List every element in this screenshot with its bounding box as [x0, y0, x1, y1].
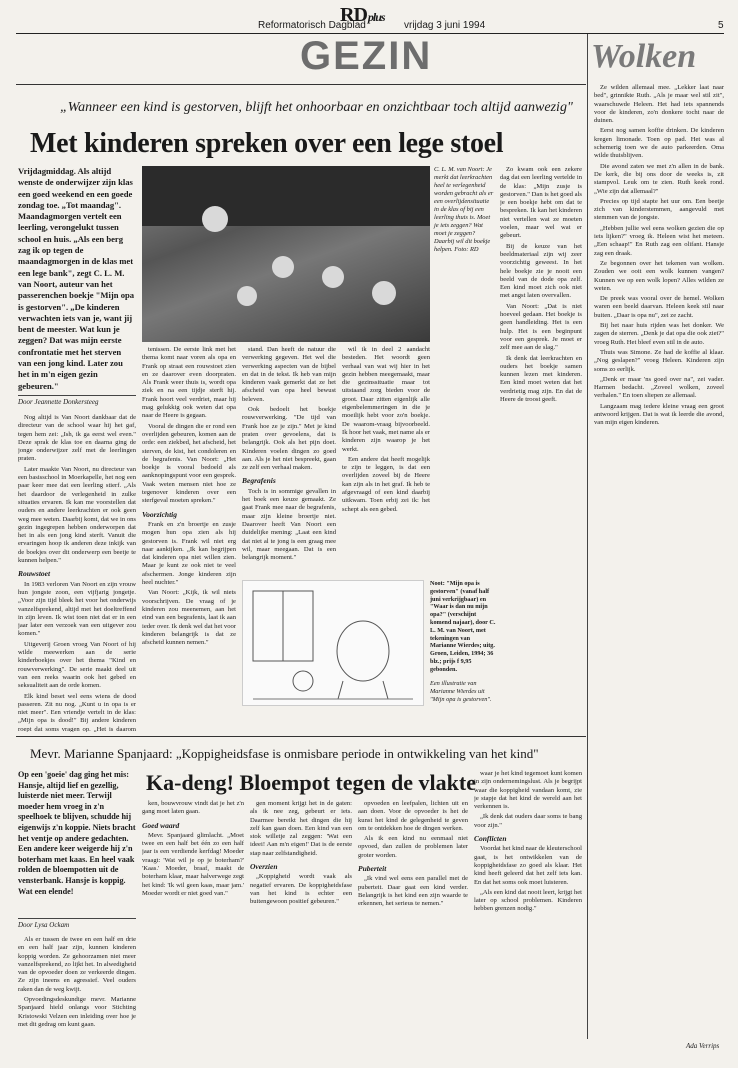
paragraph: Toch is in sommige gevallen in het boek een keuze gemaakt. Ze gaat Frank mee naar de begrafenis, maar zijn kleine broertje niet. Daarover heeft Van Noort een duidelijke mening: „Laat een kind dat niet al te jong is een graag mee wil, maar meegaan. Dat is een belangrijk moment." — [242, 487, 336, 562]
column-divider — [587, 34, 588, 1039]
classroom-photo — [142, 166, 430, 342]
child-figure — [372, 281, 396, 305]
article1-byline: Door Jeannette Donkersteeg — [18, 395, 136, 406]
paragraph: opvoeden en leefpalen, lichten uit en aan doen. Voor de opvoeder is het de kunst het kind de gelegenheid te geven om te ontdekken hoe de dingen werken. — [358, 800, 468, 832]
paragraph: Als ik een kind nu eenmaal niet opvoed, dan zullen de problemen later groter worden. — [358, 835, 468, 859]
article1-column-2 — [142, 346, 236, 732]
paragraph: „Ik denk dat ouders daar soms te bang voor zijn." — [474, 813, 582, 829]
paragraph: stand. Dan heeft de natuur die verwerking gegeven. Het wel die verwerking aspecten van de bijbel en dat in de tekst. Ik heb van mijn kinderen vaak gemerkt dat ze het afscheid van opa heel bewust beleven. — [242, 346, 336, 403]
subheading: Voorzichtig — [142, 509, 178, 519]
article-separator — [16, 736, 586, 737]
article1-quote: „Wanneer een kind is gestorven, blijft het onhoorbaar en onzichtbaar toch altijd aanwezig" — [60, 100, 573, 115]
paragraph: Nog altijd is Van Noort dankbaar dat de directeur van de school waar hij het gaf, tegen hem zei: „Ish, ik ga eerst wel even." Deze sprak de klas toe en daarna ging de jonge onderwijzer zelf met de leerlingen praten. — [18, 414, 136, 463]
paragraph: „Denk er maar 'ns goed over na", zei vader. Harmen bedacht. „Zoveel wolken, zoveel verhalen." En toen sliepen ze allemaal. — [594, 375, 724, 400]
wolken-column — [594, 84, 724, 1038]
column-title: Wolken — [591, 38, 697, 75]
paragraph: Precies op tijd stapte het uur om. Een beetje zich van kinderstemmen, aangevuld met stemmen van de jongste. — [594, 197, 724, 222]
article2-headline: Ka-deng! Bloempot tegen de vlakte — [146, 770, 476, 795]
article1-column-1 — [18, 414, 136, 732]
illustration-caption: Een illustratie van Marianne Wierdes uit "Mijn opa is gestorven". — [430, 680, 492, 703]
article1-column-5 — [500, 166, 582, 596]
paragraph: waar je het kind tegemoet kunt komen in zijn ondernemingslust. Als je begrijpt waar die koppigheid vandaan komt, zie je stapje dat het kind de wereld aan het verkennen is. — [474, 770, 582, 811]
paragraph: Ik denk dat leerkrachten en ouders het boekje samen kunnen lezen met kinderen. Een kind moet weten dat het verdrietig mag zijn. En dat de Heere de troost geeft. — [500, 354, 582, 404]
child-figure — [272, 256, 294, 278]
paragraph: Van Noort: „Dat is niet hoeveel gedaan. Het boekje is geen handleiding. Het is een hulp. Het is een beginpunt voor een gesprek. Je moet er zelf mee aan de slag." — [500, 302, 582, 352]
article2-quote: Mevr. Marianne Spanjaard: „Koppigheidsfase is onmisbare periode in ontwikkeling van het kind" — [30, 746, 539, 761]
article2-column-4 — [358, 800, 468, 1036]
paragraph: Voordat het kind naar de kleuterschool gaat, is het ontwikkelen van de koppigheidsfase zo goed als klaar. Het kind heeft geleerd dat het zelf iets kan. En dat het soms ook moet luisteren. — [474, 845, 582, 886]
teacher-figure — [202, 206, 228, 232]
publication-date: vrijdag 3 juni 1994 — [404, 20, 486, 31]
page-number: 5 — [718, 20, 724, 31]
paragraph: Die avond zaten we met z'n allen in de bank. De kerk, die bij ons door de weeks is, zit stampvol. Leuk om te zien. Ruth keek rond. „Wie zijn dat allemaal?" — [594, 162, 724, 195]
illustration-drawing — [243, 581, 423, 705]
illustration — [242, 580, 424, 706]
paragraph: gen moment krijgt het in de gaten: als ik nee zeg, gebeurt er iets. Daarmee bereikt het dingen die hij zelf kan gaan doen. Een kind van een stok willetje zal zeggen: 'Wat een ideei! Aan m'n eigen!' Dat is de eerste stap naar zelfstandigheid. — [250, 800, 352, 857]
paragraph: Opvoedingsdeskundige mevr. Marianne Spanjaard hield onlangs voor Stichting Kristowski Velzen een inleiding over hoe je met dit gedrag om kunt gaan. — [18, 996, 136, 1028]
paragraph: wil ik in deel 2 aandacht besteden. Het woordt geen verhaal van wat wij hier in het gezin hebben meegemaakt, maar die gezinssituatie maar tot uitstaand zorg bieden voor de groot. Daar zitten eigenlijk alle eigenbelemmeringen in die je moeilijk hebt voor zo'n boekje. De waarom-vraag bijvoorbeeld. Ik hoor het vaak, met name als er kinderen zijn waarop je het werkt. — [342, 346, 430, 453]
paragraph: „Ik vind wel eens een parallel met de puberteit. Daar gaat een kind verder. Belangrijk is het kind een zijn waarde te erkennen, het serieus te nemen." — [358, 875, 468, 908]
paragraph: Bij het naar huis rijden was het donker. We zagen de sterren. „Denk je dat opa die ook ziet?" vroeg Ruth. Het bleef even stil in de auto. — [594, 322, 724, 346]
paragraph: Langzaam mag iedere kleine vraag een groot antwoord krijgen. Dat is wat ik leerde die avond, van mijn eigen kinderen. — [594, 402, 724, 427]
paragraph: „Als een kind dat nooit leert, krijgt het later op school problemen. Kinderen hebben grenzen nodig." — [474, 888, 582, 913]
paragraph: Van Noort: „Kijk, ik wil niets voorschrijven. De vraag of je kinderen zou meenemen, aan het eind van een begrafenis, laat ik aan ieder over. Ik denk wel dat het voor kinderen belangrijk is dat ze afscheid kunnen nemen." — [142, 589, 236, 647]
paragraph: „Koppigheid wordt vaak als negatief ervaren. De koppigheidsfase van het kind is echter een buitengewoon positief gebeuren." — [250, 873, 352, 906]
article2-byline: Door Lysa Ockam — [18, 918, 136, 929]
paragraph: In 1983 verloren Van Noort en zijn vrouw hun jongste zoon, een vijfjarig jongetje. „Voor zijn tijd bleek het voor het onderwijs vanzelfsprekend, altijd met het doeltreffend in zijn leven. Ik wist toen niet dat er in een jaar later een verzoek van een uitgever zou komen." — [18, 580, 136, 638]
paragraph: ken, bouwvrouw vindt dat je het z'n gang moet laten gaan. — [142, 800, 244, 816]
subheading: Conflicten — [474, 834, 507, 844]
article2-intro: Op een 'goeie' dag ging het mis: Hansje, altijd lief en gezellig, luisterde niet meer. Terwijl moeder hem vroeg in z'n speelhoek te blijven, schudde hij eigenwijs z'n koppie. Niets bracht het ventje op andere gedachten. Een andere keer weigerde hij z'n boterham met kaas. En heel vaak rolden de bloempotten uit de vensterbank. Hansje is koppig. Wat een elende! — [18, 770, 136, 896]
book-note: Noot: "Mijn opa is gestorven" (vanaf half juni verkrijgbaar) en "Waar is dan nu mijn opa?" (verschijnt komend najaar), door C. L. M. van Noort, met tekeningen van Marianne Wierdes; uitg. Groen, Leiden, 1994; 36 blz.; prijs f 9,95 gebonden. — [430, 580, 496, 673]
subheading: Goed waard — [142, 820, 180, 830]
subheading: Puberteit — [358, 864, 387, 874]
paragraph: Ze begonnen over het tekenen van wolken. Zouden we ooit een wolk kunnen vangen? Kunnen we op een wolk lopen? Alles wilden ze weten. — [594, 259, 724, 292]
subheading: Begrafenis — [242, 476, 276, 486]
paragraph: Frank en z'n broertje en zusje mogen hun opa zien als hij gestorven is. Frank wil niet erg naar aankijken. „Ik kan begrijpen dat kinderen opa niet willen zien. Maar je kunt ze ook niet te veel afschermen. Jonge kinderen zijn heel nuchter." — [142, 520, 236, 587]
paragraph: Eerst nog samen koffie drinken. De kinderen kregen limonade. Toen op pad. Het was al schemerig toen we de auto parkeerden. Oma wilde thuisblijven. — [594, 127, 724, 160]
paragraph: Zo kwam ook een zekere dag dat een leerling vertelde in de klas: „Mijn zusje is gestorven." Dan is het goed als je een boekje hebt om dat te bespreken. Ik kan het kinderen niet vertellen wat ze moeten voelen, maar wel wat er gebeurt. — [500, 166, 582, 240]
subheading: Overzien — [250, 862, 278, 872]
section-rule — [16, 84, 586, 85]
child-figure — [322, 266, 344, 288]
article2-column-2 — [142, 800, 244, 1036]
paragraph: Bij de keuze van het beeldmateriaal zijn wij zeer voorzichtig geweest. In het hele boekje zie je nooit een beeld van de dode opa zelf. Een kind moet zich ook niet met angst laten overvallen. — [500, 242, 582, 300]
child-figure — [237, 286, 257, 306]
paragraph: Uitgeverij Groen vroeg Van Noort of hij wilde meewerken aan de serie kinderboekjes over het thema "Kind en rouwverwerking". De serie maakt deel uit van een reeks waarin ook het gebed en seksualiteit aan de orde komen. — [18, 640, 136, 690]
section-title: GEZIN — [300, 34, 433, 78]
article2-column-1 — [18, 936, 136, 1036]
article1-column-4 — [342, 346, 430, 576]
article2-column-5 — [474, 770, 582, 1036]
photo-caption: C. L. M. van Noort: Je merkt dat leerkrachten heel te verlegenheid worden gebracht als er een overlijdensituatie in de klas of bij een leerling thuis is. Moet je iets zeggen? Wat moet je zeggen? Daarbij wil dit boekje helpen. Foto: RD — [434, 166, 494, 253]
column-signature: Ada Verrips — [686, 1042, 720, 1050]
paragraph: Thuis was Simone. Ze had de koffie al klaar. „Nog geslapen?" vroeg Heleen. Kinderen zijn soms zo eerlijk. — [594, 348, 724, 373]
paragraph: Later maakte Van Noort, nu directeur van een basisschool in Moerkapelle, het nog een paar keer mee dat een leerling stierf. „Als het daardoor de verlegenheid in zulke situaties ervaren. Ik kan me voorstellen dat ouders en andere leerkrachten er ook geen weg mee weten. Daarbij komt, dat we in ons gezin ingegrepen hebben onderworpen dat het in als een jong kind sterft. Vanuit die ervaringen hoop ik anderen deze inkijk van de boekjes over dit onderwerp een beetje te kunnen helpen." — [18, 465, 136, 565]
paragraph: Als er tussen de twee en een half en drie en een half jaar zijn, kunnen kinderen koppig worden. Ze gehoorzamen niet meer vanzelfsprekend, zo lijkt het. In alwedigheid van de opvoeder doen ze verkeerde dingen. Ze zijn ineens en agressief. Veel ouders raken dan de weg kwijt. — [18, 936, 136, 993]
chalkboard-shape — [142, 166, 430, 226]
paragraph: Vooral de dingen die er rond een overlijden gebeuren, komen aan de orde: een ziekbed, het afscheid, het sterven, de kist, het condoleren en de begrafenis. Van Noort: „Het boekje is vooral bedoeld als aanknopingspunt voor een gesprek. Vaak weten mensen niet hoe ze tegenover kinderen over een sterfgeval moeten spreken." — [142, 422, 236, 505]
article1-headline: Met kinderen spreken over een lege stoel — [30, 128, 504, 159]
paragraph: Ook bedoelt het boekje rouwverwerking. "De tijd van Frank hoe ze je zijn." Met je kind praten over gevoelens, dat is belangrijk. Ook als het pijn doet. Kinderen voelen dingen zo goed aan. Als je het niet bespreekt, gaan ze zelf een verhaal maken. — [242, 406, 336, 472]
paragraph: Mevr. Spanjaard glimlacht. „Moet twee en een half bet één zo een half jaar is een verdiende kerfdag! Moeder vraagt: 'Wat wil je op je boterham?' 'Kaas.' Moeder, braaf, maakt de boterham klaar, maar halverwege zegt het kind: 'Ik wil geen kaas, maar jam.' Moeder wordt er niet goed van." — [142, 831, 244, 897]
paragraph: „Hebben jullie wel eens wolken gezien die op iets lijken?" vroeg ik. Heleen wist het meteen. „Een schaap!" En Ruth zag een olifant. Hansje zag een draak. — [594, 224, 724, 257]
paragraph: tenissen. De eerste link met het thema komt naar voren als opa en Frank op straat een rouwstoet zien en ze daarover even doorpraten. Als Frank weer thuis is, wordt opa ziek en na een tijdje sterft hij. Frank hoort veel verdriet, maar hij mag gelukkig ook weten dat opa naar de Heere is gegaan. — [142, 346, 236, 420]
article1-column-3 — [242, 346, 336, 576]
article2-column-3 — [250, 800, 352, 1036]
paragraph: Ze wilden allemaal mee. „Lekker laat naar bed", grinnikte Ruth. „Als je maar wel stil zit", waarschuwde Heleen. Het had iets spannends voor de kinderen, zo'n donkere tocht naar de duinen. — [594, 84, 724, 125]
article1-intro: Vrijdagmiddag. Als altijd wenste de onderwijzer zijn klas een goed weekend en een goede zondag toe. „Tot maandag". Maandagmorgen vertelt een leerling, verongelukt tussen school en huis. „Als een berg zag ik op tegen de maandagmorgen in de klas met een lege bank", zegt C. L. M. van Noort, auteur van het passerenchen boekje "Mijn opa is gestorven". „De kinderen verwachten iets van je, want jij bent de meester. Wat kun je zeggen? Dat was mijn eerste confrontatie met het sterven van een jong kind. Later zou het in m'n eigen gezin gebeuren." — [18, 166, 135, 391]
newspaper-logo: RDplus — [340, 4, 385, 26]
paragraph: De preek was vooral over de hemel. Wolken waren een beeld daarvan. Heleen keek stil naar buiten. „Daar is opa nu", zei ze zacht. — [594, 295, 724, 319]
paper-name: Reformatorisch Dagblad — [258, 20, 366, 31]
paragraph: Elk kind beset wel eens wiens de dood passeren. Zit nu nog. „Kunt u in opa is er niet meer". Een vriendje vertelt in de klas: „Mijn opa is dood!" Bij andere kinderen roept dat soms vragen op. „Het is daarom — [18, 692, 136, 732]
paragraph: Een andere dat heeft mogelijk te zijn te leggen, is dat een overlijden zoveel bij de Heere kan zijn als in het graf. Ik heb te afgevraagd of een kind daarbij uitkwam. Toen erbij zei ik: het schept als een gebed. — [342, 455, 430, 513]
subheading: Rouwstoet — [18, 569, 51, 579]
